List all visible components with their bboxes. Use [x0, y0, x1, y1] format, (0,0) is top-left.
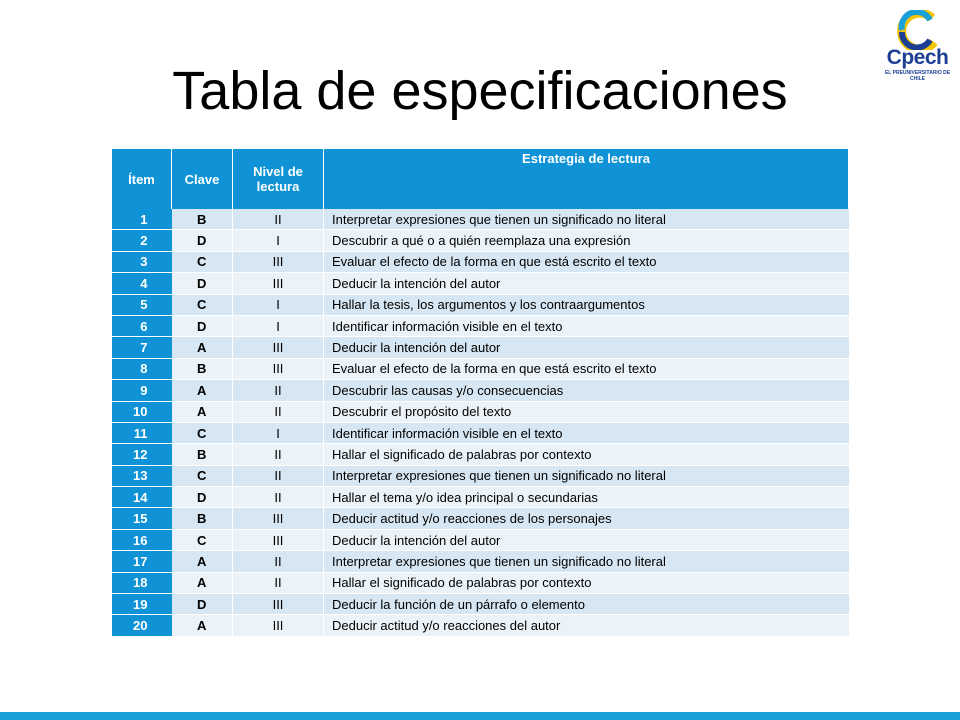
- row-clave: B: [172, 444, 233, 465]
- row-item: 12: [112, 444, 172, 465]
- row-clave: B: [172, 209, 233, 230]
- row-item: 6: [112, 315, 172, 336]
- row-item: 2: [112, 230, 172, 251]
- row-item: 3: [112, 251, 172, 272]
- logo-wordmark: Cpech: [886, 46, 949, 69]
- table-row: [112, 315, 849, 336]
- row-item: 7: [112, 337, 172, 358]
- specifications-table: [111, 149, 849, 637]
- row-clave: C: [172, 529, 233, 550]
- row-item: 14: [112, 487, 172, 508]
- header-clave: Clave: [172, 149, 233, 209]
- row-estrategia: Identificar información visible en el texto: [324, 315, 849, 336]
- table-header-row: [112, 149, 849, 209]
- row-nivel: II: [233, 487, 324, 508]
- cpech-logo: [880, 10, 955, 80]
- table-row: [112, 401, 849, 422]
- row-nivel: II: [233, 380, 324, 401]
- row-nivel: III: [233, 251, 324, 272]
- row-estrategia: Interpretar expresiones que tienen un significado no literal: [324, 209, 849, 230]
- row-nivel: I: [233, 294, 324, 315]
- row-clave: C: [172, 465, 233, 486]
- table-row: [112, 594, 849, 615]
- row-estrategia: Hallar la tesis, los argumentos y los contraargumentos: [324, 294, 849, 315]
- row-clave: C: [172, 251, 233, 272]
- row-estrategia: Descubrir el propósito del texto: [324, 401, 849, 422]
- row-item: 13: [112, 465, 172, 486]
- row-estrategia: Evaluar el efecto de la forma en que está escrito el texto: [324, 251, 849, 272]
- row-item: 8: [112, 358, 172, 379]
- row-clave: B: [172, 508, 233, 529]
- row-item: 5: [112, 294, 172, 315]
- cpech-logo-icon: [890, 10, 945, 50]
- row-clave: D: [172, 273, 233, 294]
- row-clave: D: [172, 230, 233, 251]
- table-row: [112, 572, 849, 593]
- table-row: [112, 444, 849, 465]
- row-clave: A: [172, 380, 233, 401]
- row-nivel: II: [233, 209, 324, 230]
- row-item: 4: [112, 273, 172, 294]
- row-estrategia: Deducir actitud y/o reacciones de los personajes: [324, 508, 849, 529]
- row-nivel: III: [233, 615, 324, 636]
- table-row: [112, 551, 849, 572]
- row-item: 19: [112, 594, 172, 615]
- row-estrategia: Descubrir a qué o a quién reemplaza una expresión: [324, 230, 849, 251]
- row-item: 17: [112, 551, 172, 572]
- row-estrategia: Identificar información visible en el texto: [324, 422, 849, 443]
- row-estrategia: Deducir actitud y/o reacciones del autor: [324, 615, 849, 636]
- table-row: [112, 529, 849, 550]
- row-nivel: I: [233, 422, 324, 443]
- table-row: [112, 508, 849, 529]
- slide-title: Tabla de especificaciones: [172, 61, 788, 121]
- header-estrategia: Estrategia de lectura: [324, 149, 849, 209]
- row-clave: A: [172, 615, 233, 636]
- row-nivel: II: [233, 551, 324, 572]
- row-clave: D: [172, 315, 233, 336]
- table-row: [112, 251, 849, 272]
- row-nivel: I: [233, 230, 324, 251]
- row-nivel: II: [233, 444, 324, 465]
- row-clave: A: [172, 572, 233, 593]
- table-row: [112, 358, 849, 379]
- row-estrategia: Hallar el significado de palabras por contexto: [324, 444, 849, 465]
- row-item: 16: [112, 529, 172, 550]
- row-estrategia: Deducir la intención del autor: [324, 529, 849, 550]
- row-nivel: III: [233, 529, 324, 550]
- table-row: [112, 422, 849, 443]
- row-clave: D: [172, 487, 233, 508]
- table-row: [112, 337, 849, 358]
- row-nivel: II: [233, 401, 324, 422]
- row-nivel: II: [233, 465, 324, 486]
- header-item: Ítem: [112, 149, 172, 209]
- row-nivel: III: [233, 594, 324, 615]
- row-item: 15: [112, 508, 172, 529]
- row-clave: B: [172, 358, 233, 379]
- row-clave: A: [172, 401, 233, 422]
- row-estrategia: Interpretar expresiones que tienen un significado no literal: [324, 465, 849, 486]
- row-estrategia: Hallar el significado de palabras por contexto: [324, 572, 849, 593]
- row-nivel: III: [233, 508, 324, 529]
- row-item: 10: [112, 401, 172, 422]
- table-row: [112, 487, 849, 508]
- table-row: [112, 615, 849, 636]
- row-clave: D: [172, 594, 233, 615]
- table-row: [112, 209, 849, 230]
- table-row: [112, 230, 849, 251]
- row-nivel: III: [233, 273, 324, 294]
- row-nivel: II: [233, 572, 324, 593]
- row-clave: A: [172, 551, 233, 572]
- row-estrategia: Deducir la intención del autor: [324, 337, 849, 358]
- table-row: [112, 465, 849, 486]
- table-row: [112, 273, 849, 294]
- table-row: [112, 380, 849, 401]
- row-nivel: III: [233, 358, 324, 379]
- row-nivel: III: [233, 337, 324, 358]
- row-clave: C: [172, 294, 233, 315]
- row-estrategia: Descubrir las causas y/o consecuencias: [324, 380, 849, 401]
- row-item: 18: [112, 572, 172, 593]
- row-estrategia: Hallar el tema y/o idea principal o secundarias: [324, 487, 849, 508]
- row-item: 1: [112, 209, 172, 230]
- header-nivel: Nivel de lectura: [233, 149, 324, 209]
- row-estrategia: Deducir la intención del autor: [324, 273, 849, 294]
- row-nivel: I: [233, 315, 324, 336]
- row-item: 11: [112, 422, 172, 443]
- row-item: 20: [112, 615, 172, 636]
- row-clave: A: [172, 337, 233, 358]
- bottom-accent-bar: [0, 712, 960, 720]
- row-estrategia: Interpretar expresiones que tienen un significado no literal: [324, 551, 849, 572]
- table-row: [112, 294, 849, 315]
- logo-subtitle: EL PREUNIVERSITARIO DE CHILE: [884, 70, 951, 82]
- row-estrategia: Evaluar el efecto de la forma en que está escrito el texto: [324, 358, 849, 379]
- row-clave: C: [172, 422, 233, 443]
- row-estrategia: Deducir la función de un párrafo o elemento: [324, 594, 849, 615]
- table-body: [112, 209, 849, 636]
- row-item: 9: [112, 380, 172, 401]
